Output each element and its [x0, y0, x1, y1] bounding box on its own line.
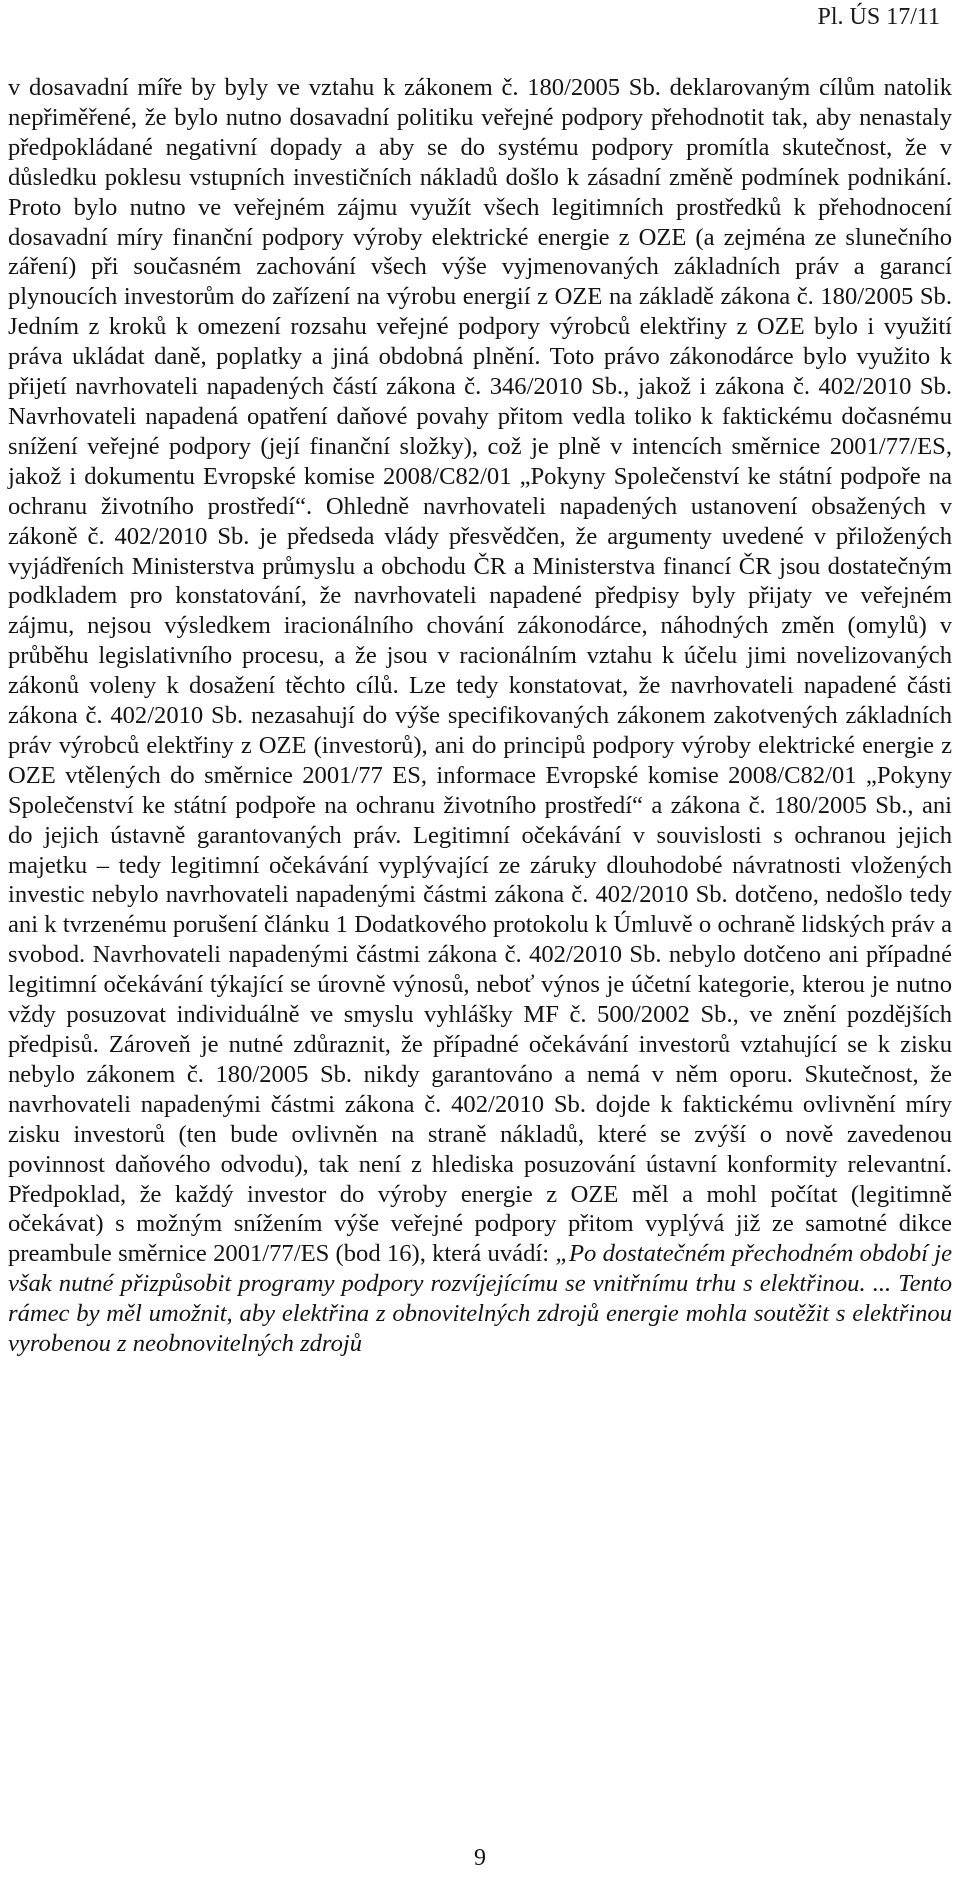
quoted-directive-text: „Po dostatečném přechodném období je však nutné přizpůsobit programy podpory rozvíjejícímu se vnitřnímu trhu s elektřinou. ... Tento rámec by měl umožnit, aby elektřina z obnovitelných zdrojů energie mohla soutěžit s elektřinou vyrobenou z neobnovitelných zdrojů — [8, 1240, 952, 1358]
page-number: 9 — [474, 1845, 486, 1871]
body-paragraph — [8, 73, 952, 1359]
case-reference: Pl. ÚS 17/11 — [817, 4, 940, 30]
body-text-main: v dosavadní míře by byly ve vztahu k zákonem č. 180/2005 Sb. deklarovaným cílům natolik nepřiměřené, že bylo nutno dosavadní politiku veřejné podpory přehodnotit tak, aby nenastaly předpokládané negativní dopady a aby se do systému podpory promítla skutečnost, že v důsledku poklesu vstupních investičních nákladů došlo k zásadní změně podmínek podnikání. Proto bylo nutno ve veřejném zájmu využít všech legitimních prostředků k přehodnocení dosavadní míry finanční podpory výroby elektrické energie z OZE (a zejména ze slunečního záření) při současném zachování všech výše vyjmenovaných základních práv a garancí plynoucích investorům do zařízení na výrobu energií z OZE na základě zákona č. 180/2005 Sb. Jedním z kroků k omezení rozsahu veřejné podpory výrobců elektřiny z OZE bylo i využití práva ukládat daně, poplatky a jiná obdobná plnění. Toto právo zákonodárce bylo využito k přijetí navrhovateli napadených částí zákona č. 346/2010 Sb., jakož i zákona č. 402/2010 Sb. Navrhovateli napadená opatření daňové povahy přitom vedla toliko k faktickému dočasnému snížení veřejné podpory (její finanční složky), což je plně v intencích směrnice 2001/77/ES, jakož i dokumentu Evropské komise 2008/C82/01 „Pokyny Společenství ke státní podpoře na ochranu životního prostředí“. Ohledně navrhovateli napadených ustanovení obsažených v zákoně č. 402/2010 Sb. je předseda vlády přesvědčen, že argumenty uvedené v přiložených vyjádřeních Ministerstva průmyslu a obchodu ČR a Ministerstva financí ČR jsou dostatečným podkladem pro konstatování, že navrhovateli napadené předpisy byly přijaty ve veřejném zájmu, nejsou výsledkem iracionálního chování zákonodárce, náhodných změn (omylů) v průběhu legislativního procesu, a že jsou v racionálním vztahu k účelu jimi novelizovaných zákonů voleny k dosažení těchto cílů. Lze tedy konstatovat, že navrhovateli napadené části zákona č. 402/2010 Sb. nezasahují do výše specifikovaných zákonem zakotvených základních práv výrobců elektřiny z OZE (investorů), ani do principů podpory výroby elektrické energie z OZE vtělených do směrnice 2001/77 ES, informace Evropské komise 2008/C82/01 „Pokyny Společenství ke státní podpoře na ochranu životního prostředí“ a zákona č. 180/2005 Sb., ani do jejich ústavně garantovaných práv. Legitimní očekávání v souvislosti s ochranou jejich majetku – tedy legitimní očekávání vyplývající ze záruky dlouhodobé návratnosti vložených investic nebylo navrhovateli napadenými částmi zákona č. 402/2010 Sb. dotčeno, nedošlo tedy ani k tvrzenému porušení článku 1 Dodatkového protokolu k Úmluvě o ochraně lidských práv a svobod. Navrhovateli napadenými částmi zákona č. 402/2010 Sb. nebylo dotčeno ani případné legitimní očekávání týkající se úrovně výnosů, neboť výnos je účetní kategorie, kterou je nutno vždy posuzovat individuálně ve smyslu vyhlášky MF č. 500/2002 Sb., ve znění pozdějších předpisů. Zároveň je nutné zdůraznit, že případné očekávání investorů vztahující se k zisku nebylo zákonem č. 180/2005 Sb. nikdy garantováno a nemá v něm oporu. Skutečnost, že navrhovateli napadenými částmi zákona č. 402/2010 Sb. dojde k faktickému ovlivnění míry zisku investorů (ten bude ovlivněn na straně nákladů, které se zvýší o nově zavedenou povinnost daňového odvodu), tak není z hlediska posuzování ústavní konformity relevantní. Předpoklad, že každý investor do výroby energie z OZE měl a mohl počítat (legitimně očekávat) s možným snížením výše veřejné podpory přitom vyplývá již ze samotné dikce preambule směrnice 2001/77/ES (bod 16), která uvádí: — [8, 74, 952, 1268]
